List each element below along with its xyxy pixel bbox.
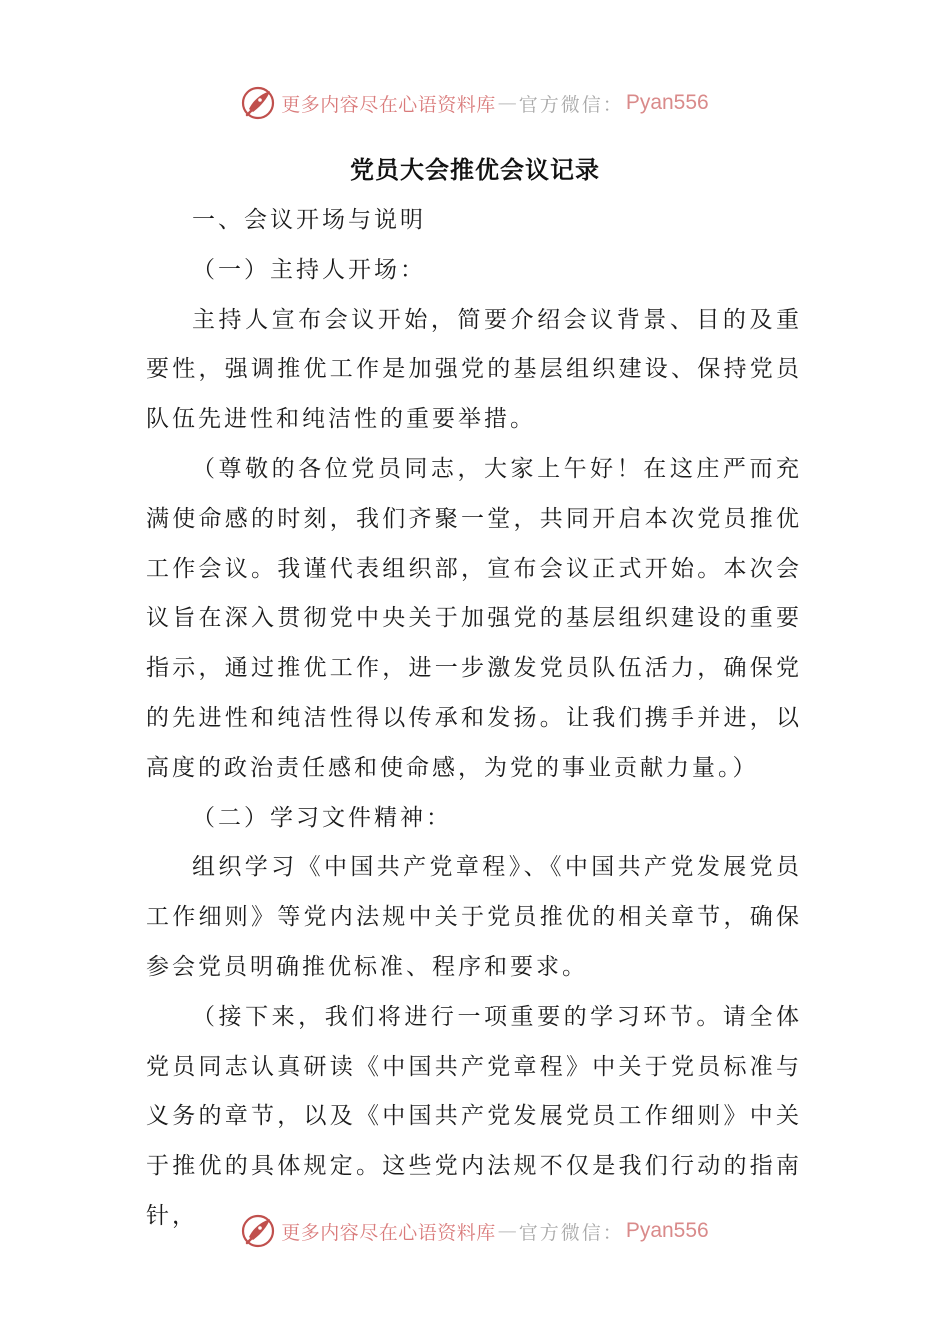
header-wechat-label: 官方微信：	[518, 93, 624, 116]
body-paragraph: （接下来，我们将进行一项重要的学习环节。请全体党员同志认真研读《中国共产党章程》中关于党员标准与义务的章节，以及《中国共产党发展党员工作细则》中关于推优的具体规定。这些党内法规不仅是我们行动的指南针，	[146, 1003, 802, 1229]
footer-wechat-label: 官方微信：	[518, 1221, 624, 1244]
body-paragraph: 主持人宣布会议开始，简要介绍会议背景、目的及重要性，强调推优工作是加强党的基层组织建设、保持党员队伍先进性和纯洁性的重要举措。	[146, 306, 802, 433]
subsection-heading-2: （二）学习文件精神：	[192, 804, 452, 831]
footer-slogan: 更多内容尽在心语资料库	[281, 1221, 496, 1244]
header-banner	[0, 81, 950, 125]
header-wechat-id: Pyan556	[625, 91, 709, 114]
body-paragraph: （尊敬的各位党员同志，大家上午好！在这庄严而充满使命感的时刻，我们齐聚一堂，共同开启本次党员推优工作会议。我谨代表组织部，宣布会议正式开始。本次会议旨在深入贯彻党中央关于加强党的基层组织建设的重要指示，通过推优工作，进一步激发党员队伍活力，确保党的先进性和纯洁性得以传承和发扬。让我们携手并进，以高度的政治责任感和使命感，为党的事业贡献力量。）	[146, 455, 802, 781]
header-dash: —	[497, 92, 517, 114]
subsection-heading-1: （一）主持人开场：	[192, 256, 426, 283]
pen-nib-logo-icon	[241, 1213, 277, 1249]
pen-nib-logo-icon	[241, 85, 277, 121]
footer-wechat-id: Pyan556	[625, 1219, 709, 1242]
document-body	[146, 196, 802, 1242]
footer-dash: —	[497, 1220, 517, 1242]
section-heading-1: 一、会议开场与说明	[192, 207, 426, 233]
body-paragraph: 组织学习《中国共产党章程》、《中国共产党发展党员工作细则》等党内法规中关于党员推优的相关章节，确保参会党员明确推优标准、程序和要求。	[146, 854, 802, 980]
footer-banner	[0, 1209, 950, 1253]
document-title: 党员大会推优会议记录	[350, 156, 600, 184]
header-slogan: 更多内容尽在心语资料库	[281, 93, 496, 116]
